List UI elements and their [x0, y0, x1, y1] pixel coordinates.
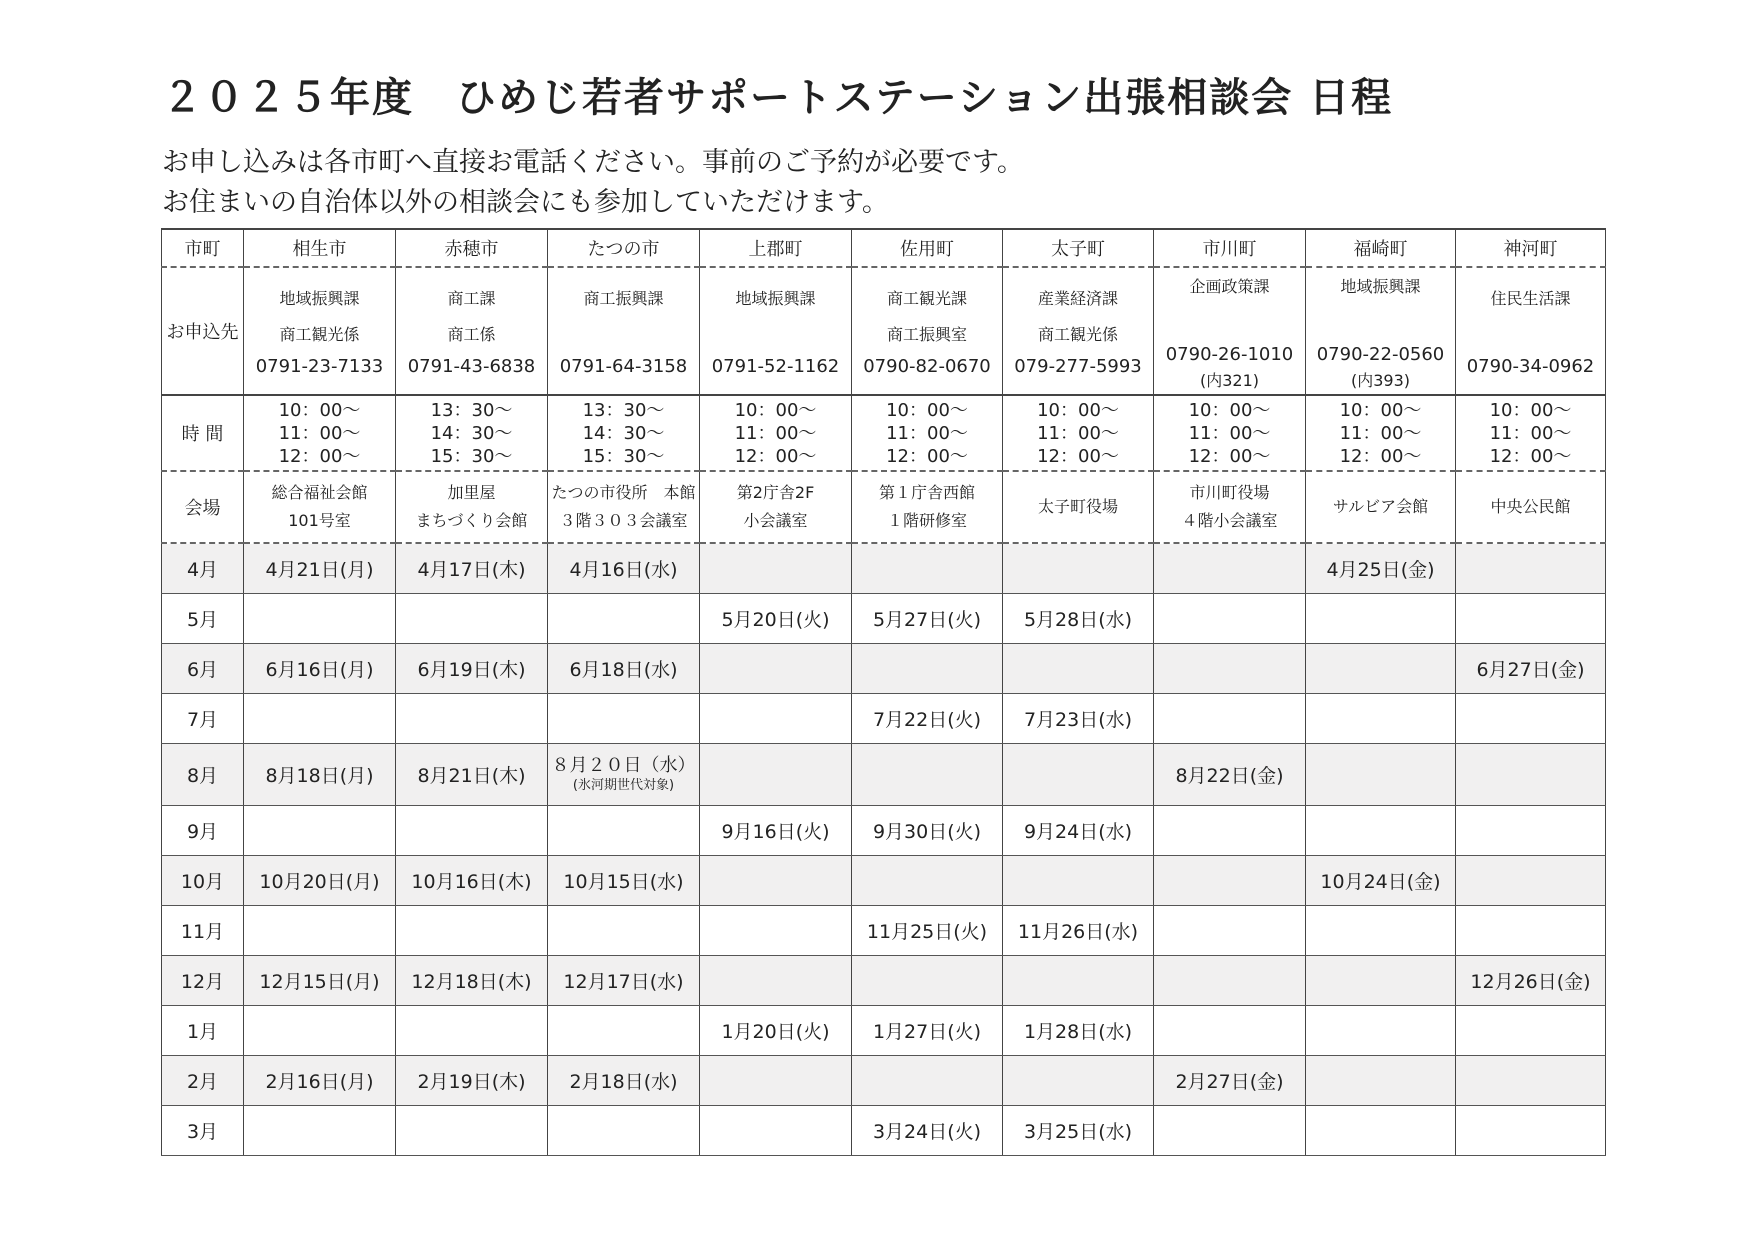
- time-slot: 11：00～: [1188, 422, 1271, 444]
- session-date: 2月16日(月): [244, 1055, 396, 1105]
- session-date: 6月19日(木): [396, 643, 548, 693]
- date-cell: [1456, 1005, 1606, 1055]
- time-slot: 12：00～: [886, 445, 968, 467]
- date-cell: [1456, 805, 1606, 855]
- venue-cell: [700, 471, 852, 543]
- month-label: 12月: [162, 955, 244, 1005]
- contact-cell: [1154, 267, 1306, 395]
- date-cell: [700, 743, 852, 805]
- phone-extension: (内393): [1350, 371, 1411, 390]
- phone-number: 0790-34-0962: [1466, 356, 1595, 377]
- phone-number: 0791-52-1162: [711, 356, 840, 377]
- contact-cell: [396, 267, 548, 395]
- date-cell: [1456, 543, 1606, 593]
- date-cell: [1154, 1105, 1306, 1155]
- time-slot: 12：00～: [278, 445, 361, 467]
- month-label: 1月: [162, 1005, 244, 1055]
- venue-cell: [1306, 471, 1456, 543]
- date-cell: [1154, 643, 1306, 693]
- date-cell: [1456, 905, 1606, 955]
- time-cell: [1456, 395, 1606, 471]
- time-slot: 12：00～: [734, 445, 817, 467]
- venue-room: １階研修室: [886, 511, 967, 530]
- schedule-table: [161, 228, 1606, 1156]
- session-note: (氷河期世代対象): [572, 777, 675, 793]
- spacer: [1306, 305, 1455, 341]
- date-cell: [396, 693, 548, 743]
- date-cell: [852, 855, 1003, 905]
- venue-cell: [1456, 471, 1606, 543]
- time-slot: 11：00～: [1339, 422, 1422, 444]
- notice-text: お申し込みは各市町へ直接お電話ください。事前のご予約が必要です。: [162, 147, 1024, 178]
- session-date: 12月26日(金): [1456, 955, 1606, 1005]
- date-cell: [244, 1005, 396, 1055]
- month-row: [162, 743, 1606, 805]
- date-cell: [396, 1005, 548, 1055]
- contact-header: お申込先: [162, 267, 244, 395]
- contact-cell: [1306, 267, 1456, 395]
- date-cell: [1003, 955, 1154, 1005]
- date-cell: [1306, 905, 1456, 955]
- date-cell: [244, 805, 396, 855]
- venue-name: たつの市役所 本館: [551, 483, 696, 502]
- venue-room: 小会議室: [743, 511, 808, 530]
- date-cell: [1154, 805, 1306, 855]
- month-label: 9月: [162, 805, 244, 855]
- department-name: 地域振興課: [735, 289, 816, 308]
- date-cell: [1003, 543, 1154, 593]
- department-name: 商工観光課: [886, 289, 967, 308]
- venue-cell: [1003, 471, 1154, 543]
- date-cell: [1003, 855, 1154, 905]
- date-cell: [1306, 643, 1456, 693]
- date-cell: [1306, 593, 1456, 643]
- date-cell: [1003, 743, 1154, 805]
- date-cell: [548, 693, 700, 743]
- venue-cell: [396, 471, 548, 543]
- month-row: [162, 593, 1606, 643]
- month-row: [162, 1055, 1606, 1105]
- contact-cell: [852, 267, 1003, 395]
- session-date: 9月30日(火): [852, 805, 1003, 855]
- session-date: 12月17日(水): [548, 955, 700, 1005]
- time-slot: 14：30～: [430, 422, 513, 444]
- session-date: 1月20日(火): [700, 1005, 852, 1055]
- date-cell: [244, 593, 396, 643]
- venue-room: まちづくり会館: [415, 511, 528, 530]
- city-name: 佐用町: [852, 229, 1003, 267]
- session-date: 12月18日(木): [396, 955, 548, 1005]
- spacer: [1456, 317, 1605, 353]
- date-cell: [700, 1055, 852, 1105]
- date-cell: [700, 643, 852, 693]
- date-cell: [244, 693, 396, 743]
- month-label: 4月: [162, 543, 244, 593]
- date-cell: [852, 1055, 1003, 1105]
- date-cell: [548, 805, 700, 855]
- date-cell: [396, 1105, 548, 1155]
- date-cell: [548, 1105, 700, 1155]
- time-slot: 12：00～: [1339, 445, 1422, 467]
- section-name: 商工観光係: [1037, 325, 1118, 344]
- time-slot: 10：00～: [734, 399, 817, 421]
- phone-number: 0790-22-0560: [1316, 344, 1445, 365]
- spacer: [1154, 305, 1305, 341]
- session-date: 10月15日(水): [548, 855, 700, 905]
- date-cell: [1154, 1005, 1306, 1055]
- phone-extension: (内321): [1199, 371, 1260, 390]
- date-cell: [244, 905, 396, 955]
- department-name: 産業経済課: [1037, 289, 1118, 308]
- month-label: 5月: [162, 593, 244, 643]
- city-name: 赤穂市: [396, 229, 548, 267]
- session-date: 2月19日(木): [396, 1055, 548, 1105]
- date-cell: [1154, 855, 1306, 905]
- month-row: [162, 643, 1606, 693]
- section-name: 商工振興室: [886, 325, 967, 344]
- date-cell: [1456, 693, 1606, 743]
- time-slot: 14：30～: [582, 422, 665, 444]
- venue-cell: [1154, 471, 1306, 543]
- session-date: 8月21日(木): [396, 743, 548, 805]
- session-date: 11月26日(水): [1003, 905, 1154, 955]
- section-name: 商工観光係: [279, 325, 360, 344]
- session-date: 4月17日(木): [396, 543, 548, 593]
- date-cell: [548, 1005, 700, 1055]
- date-cell: [1154, 543, 1306, 593]
- session-date: 10月16日(木): [396, 855, 548, 905]
- city-name: 太子町: [1003, 229, 1154, 267]
- department-name: 商工課: [447, 289, 496, 308]
- session-date: 4月21日(月): [244, 543, 396, 593]
- session-date: 1月28日(水): [1003, 1005, 1154, 1055]
- time-cell: [1154, 395, 1306, 471]
- time-slot: 10：00～: [886, 399, 968, 421]
- session-date: 9月16日(火): [700, 805, 852, 855]
- contact-cell: [700, 267, 852, 395]
- contact-cell: [548, 267, 700, 395]
- municipality-header: 市町: [162, 229, 244, 267]
- venue-row: [162, 471, 1606, 543]
- venue-name: 太子町役場: [1037, 497, 1118, 516]
- time-slot: 11：00～: [886, 422, 968, 444]
- phone-number: 079-277-5993: [1014, 356, 1142, 377]
- session-date: 12月15日(月): [244, 955, 396, 1005]
- date-cell: [1306, 1105, 1456, 1155]
- venue-name: 市川町役場: [1189, 483, 1270, 502]
- month-row: [162, 855, 1606, 905]
- session-date: 2月27日(金): [1154, 1055, 1306, 1105]
- notice-text: お住まいの自治体以外の相談会にも参加していただけます。: [162, 187, 889, 218]
- time-cell: [548, 395, 700, 471]
- month-label: 11月: [162, 905, 244, 955]
- venue-room: 101号室: [288, 511, 351, 530]
- city-name: 神河町: [1456, 229, 1606, 267]
- session-date: 5月28日(水): [1003, 593, 1154, 643]
- time-slot: 10：00～: [1037, 399, 1119, 421]
- page-title: ２０２５年度 ひめじ若者サポートステーション出張相談会 日程: [162, 75, 1394, 121]
- date-cell: [700, 855, 852, 905]
- date-cell: [396, 805, 548, 855]
- department-name: 住民生活課: [1490, 289, 1571, 308]
- session-date: 7月22日(火): [852, 693, 1003, 743]
- session-date: 9月24日(水): [1003, 805, 1154, 855]
- session-date: 2月18日(水): [548, 1055, 700, 1105]
- date-cell: [852, 643, 1003, 693]
- month-row: [162, 1105, 1606, 1155]
- month-label: 7月: [162, 693, 244, 743]
- section-name: 商工係: [447, 325, 496, 344]
- time-slot: 15：30～: [430, 445, 513, 467]
- time-cell: [852, 395, 1003, 471]
- time-slot: 11：00～: [1489, 422, 1572, 444]
- venue-cell: [852, 471, 1003, 543]
- session-date: 5月20日(火): [700, 593, 852, 643]
- date-cell: [1456, 743, 1606, 805]
- venue-room: ３階３０３会議室: [559, 511, 688, 530]
- time-slot: 10：00～: [1489, 399, 1572, 421]
- phone-number: 0791-43-6838: [407, 356, 536, 377]
- date-cell: [1306, 693, 1456, 743]
- date-cell: [1306, 805, 1456, 855]
- date-cell: [548, 905, 700, 955]
- date-cell: [548, 743, 700, 805]
- department-name: 地域振興課: [279, 289, 360, 308]
- date-cell: [852, 955, 1003, 1005]
- time-slot: 11：00～: [1037, 422, 1119, 444]
- date-cell: [548, 593, 700, 643]
- phone-number: 0790-82-0670: [863, 356, 991, 377]
- date-cell: [1306, 955, 1456, 1005]
- date-cell: [1154, 955, 1306, 1005]
- spacer: [548, 317, 699, 353]
- phone-number: 0791-64-3158: [559, 356, 688, 377]
- month-label: 8月: [162, 743, 244, 805]
- session-date: ８月２０日（水）: [551, 754, 696, 776]
- spacer: [700, 317, 851, 353]
- date-cell: [700, 693, 852, 743]
- session-date: 6月16日(月): [244, 643, 396, 693]
- session-date: 4月25日(金): [1306, 543, 1456, 593]
- time-cell: [1003, 395, 1154, 471]
- city-name: 福崎町: [1306, 229, 1456, 267]
- session-date: 11月25日(火): [852, 905, 1003, 955]
- department-name: 地域振興課: [1340, 277, 1421, 296]
- date-cell: [244, 1105, 396, 1155]
- month-row: [162, 955, 1606, 1005]
- month-row: [162, 805, 1606, 855]
- date-cell: [396, 905, 548, 955]
- time-row: [162, 395, 1606, 471]
- date-cell: [1154, 905, 1306, 955]
- department-name: 商工振興課: [583, 289, 664, 308]
- time-cell: [1306, 395, 1456, 471]
- date-cell: [1154, 593, 1306, 643]
- time-header: 時 間: [162, 395, 244, 471]
- session-date: 10月24日(金): [1306, 855, 1456, 905]
- session-date: 3月24日(火): [852, 1105, 1003, 1155]
- date-cell: [700, 955, 852, 1005]
- time-slot: 12：00～: [1037, 445, 1119, 467]
- session-date: 4月16日(水): [548, 543, 700, 593]
- time-slot: 13：30～: [582, 399, 665, 421]
- time-cell: [396, 395, 548, 471]
- date-cell: [1456, 1105, 1606, 1155]
- time-slot: 13：30～: [430, 399, 513, 421]
- contact-cell: [1003, 267, 1154, 395]
- time-slot: 10：00～: [1339, 399, 1422, 421]
- time-cell: [700, 395, 852, 471]
- contact-row: [162, 267, 1606, 395]
- session-date: 6月18日(水): [548, 643, 700, 693]
- session-date: 6月27日(金): [1456, 643, 1606, 693]
- venue-room: ４階小会議室: [1181, 511, 1278, 530]
- month-label: 2月: [162, 1055, 244, 1105]
- date-cell: [1456, 593, 1606, 643]
- date-cell: [700, 905, 852, 955]
- venue-name: 総合福祉会館: [271, 483, 368, 502]
- date-cell: [1456, 1055, 1606, 1105]
- month-row: [162, 543, 1606, 593]
- time-slot: 11：00～: [278, 422, 361, 444]
- time-slot: 12：00～: [1489, 445, 1572, 467]
- time-slot: 15：30～: [582, 445, 665, 467]
- session-date: 8月18日(月): [244, 743, 396, 805]
- phone-number: 0791-23-7133: [255, 356, 384, 377]
- venue-name: 第2庁舎2F: [736, 483, 815, 502]
- month-label: 3月: [162, 1105, 244, 1155]
- time-slot: 10：00～: [1188, 399, 1271, 421]
- month-row: [162, 905, 1606, 955]
- time-slot: 12：00～: [1188, 445, 1271, 467]
- date-cell: [1306, 743, 1456, 805]
- time-slot: 10：00～: [278, 399, 361, 421]
- venue-cell: [244, 471, 396, 543]
- month-row: [162, 1005, 1606, 1055]
- venue-name: サルビア会館: [1332, 497, 1429, 516]
- date-cell: [700, 1105, 852, 1155]
- department-name: 企画政策課: [1189, 277, 1270, 296]
- session-date: 10月20日(月): [244, 855, 396, 905]
- date-cell: [700, 543, 852, 593]
- session-date: 5月27日(火): [852, 593, 1003, 643]
- city-name: 相生市: [244, 229, 396, 267]
- date-cell: [1003, 643, 1154, 693]
- venue-name: 中央公民館: [1490, 497, 1571, 516]
- venue-cell: [548, 471, 700, 543]
- time-cell: [244, 395, 396, 471]
- date-cell: [1306, 1005, 1456, 1055]
- session-date: 8月22日(金): [1154, 743, 1306, 805]
- date-cell: [852, 743, 1003, 805]
- contact-cell: [244, 267, 396, 395]
- month-label: 6月: [162, 643, 244, 693]
- venue-header: 会場: [162, 471, 244, 543]
- month-label: 10月: [162, 855, 244, 905]
- date-cell: [1456, 855, 1606, 905]
- venue-name: 第１庁舎西館: [878, 483, 975, 502]
- date-cell: [1306, 1055, 1456, 1105]
- venue-name: 加里屋: [447, 483, 496, 502]
- phone-number: 0790-26-1010: [1165, 344, 1294, 365]
- city-name: 市川町: [1154, 229, 1306, 267]
- session-date: 3月25日(水): [1003, 1105, 1154, 1155]
- city-name: 上郡町: [700, 229, 852, 267]
- time-slot: 11：00～: [734, 422, 817, 444]
- header-row: [162, 229, 1606, 267]
- contact-cell: [1456, 267, 1606, 395]
- date-cell: [1003, 1055, 1154, 1105]
- city-name: たつの市: [548, 229, 700, 267]
- date-cell: [396, 593, 548, 643]
- month-row: [162, 693, 1606, 743]
- session-date: 7月23日(水): [1003, 693, 1154, 743]
- date-cell: [1154, 693, 1306, 743]
- session-date: 1月27日(火): [852, 1005, 1003, 1055]
- date-cell: [852, 543, 1003, 593]
